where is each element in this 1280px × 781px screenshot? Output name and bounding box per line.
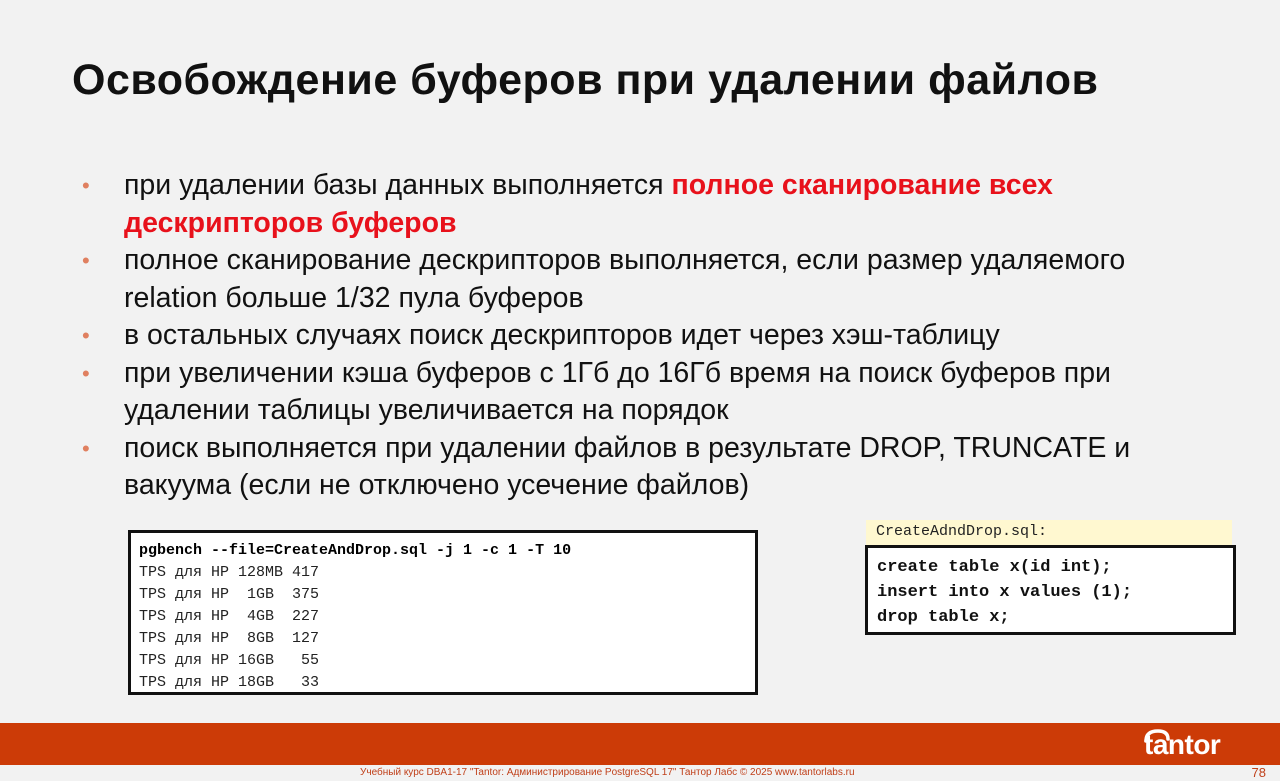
page-number: 78 bbox=[1251, 765, 1266, 780]
bullet-item bbox=[82, 317, 1192, 355]
bullet-marker: • bbox=[82, 323, 90, 348]
bullet-marker: • bbox=[82, 248, 90, 273]
sql-line: create table x(id int); bbox=[877, 558, 1112, 577]
bullet-item bbox=[82, 430, 1192, 505]
bullet-item bbox=[82, 355, 1192, 430]
bullet-item bbox=[82, 167, 1192, 242]
sql-line: insert into x values (1); bbox=[877, 583, 1133, 602]
bullet-marker: • bbox=[82, 435, 90, 461]
benchmark-row: TPS для HP 18GB 33 bbox=[139, 674, 320, 691]
bullet-list bbox=[82, 167, 1192, 505]
footer-course-info: Учебный курс DBA1-17 "Tantor: Администрирование PostgreSQL 17" Тантор Лабс © 2025 www.tantorlabs.ru bbox=[360, 767, 855, 778]
benchmark-row: TPS для HP 8GB 127 bbox=[139, 630, 320, 647]
sql-code-block bbox=[865, 545, 1236, 635]
benchmark-row: TPS для HP 1GB 375 bbox=[139, 586, 320, 603]
sql-line: drop table x; bbox=[877, 608, 1010, 627]
slide-title: Освобождение буферов при удалении файлов bbox=[72, 56, 1099, 104]
benchmark-row: TPS для HP 128MB 417 bbox=[139, 564, 320, 581]
bullet-marker: • bbox=[82, 173, 90, 198]
benchmark-row: TPS для HP 4GB 227 bbox=[139, 608, 320, 625]
footer-bar bbox=[0, 723, 1280, 765]
logo-text: tantor bbox=[1144, 729, 1221, 760]
bullet-text: в остальных случаях поиск дескрипторов идет через хэш-таблицу bbox=[124, 319, 1000, 351]
bullet-item bbox=[82, 242, 1192, 317]
sql-file-label: CreateAdndDrop.sql: bbox=[866, 520, 1232, 546]
benchmark-code-block bbox=[128, 530, 758, 695]
bullet-text: поиск выполняется при удалении файлов в результате DROP, TRUNCATE и вакуума (если не отключено усечение файлов) bbox=[124, 431, 1131, 501]
bullet-text: при увеличении кэша буферов с 1Гб до 16Гб время на поиск буферов при удалении таблицы увеличивается на порядок bbox=[124, 356, 1111, 426]
tantor-logo bbox=[1142, 727, 1238, 767]
pgbench-command: pgbench --file=CreateAndDrop.sql -j 1 -c 1 -T 10 bbox=[139, 542, 572, 559]
benchmark-row: TPS для HP 16GB 55 bbox=[139, 652, 320, 669]
bullet-highlight: полное сканирование всех дескрипторов буферов bbox=[124, 169, 1053, 239]
bullet-text: полное сканирование дескрипторов выполняется, если размер удаляемого relation больше 1/32 пула буферов bbox=[124, 244, 1126, 314]
bullet-text: при удалении базы данных выполняется bbox=[124, 169, 672, 201]
bullet-marker: • bbox=[82, 360, 90, 386]
